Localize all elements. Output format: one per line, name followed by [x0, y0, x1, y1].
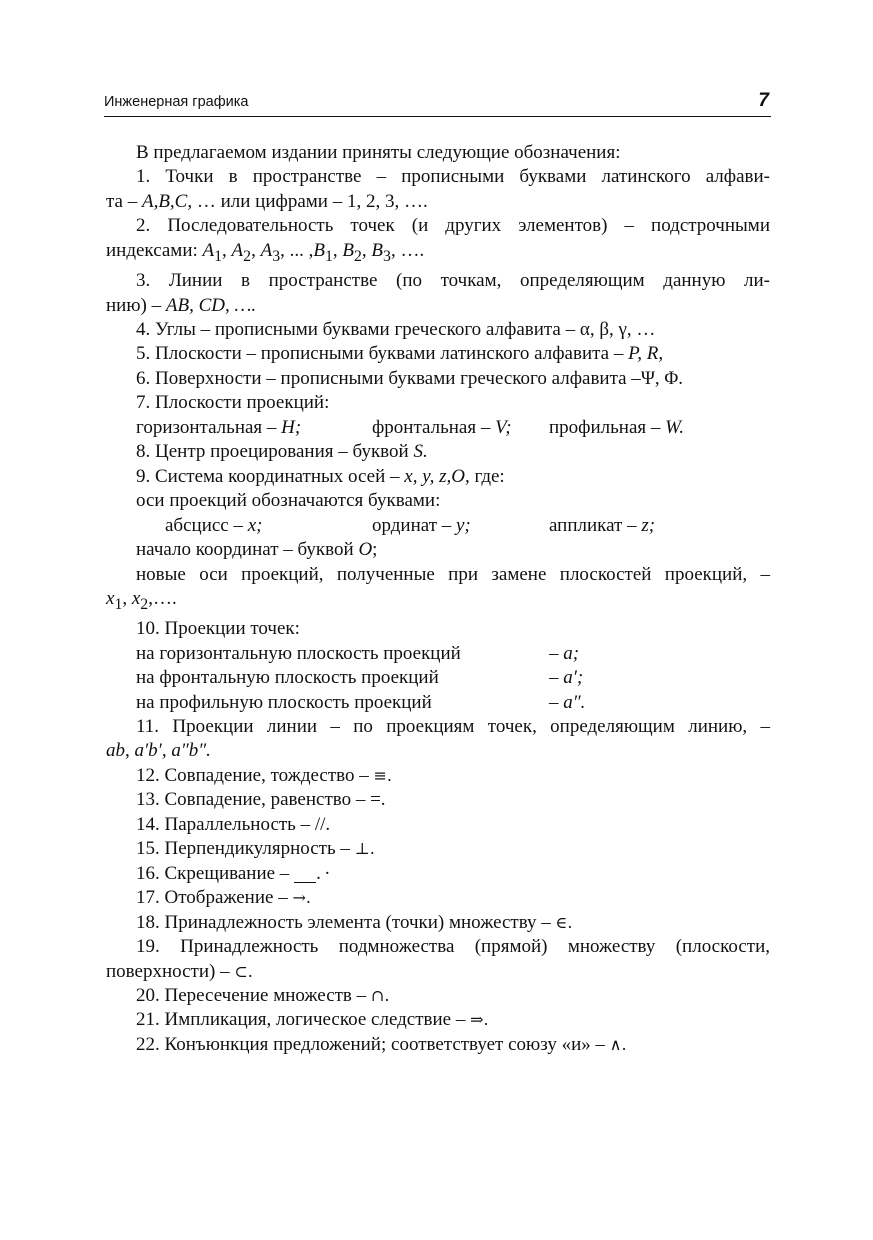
body-text: [106, 141, 770, 1057]
header-title: Инженерная графика: [104, 94, 249, 110]
list-item-14: 14. Параллельность – //.: [136, 813, 331, 835]
list-item-10: 10. Проекции точек:: [136, 618, 300, 640]
projection-frontal-row: на фронтальную плоскость проекций – a′;: [136, 667, 584, 689]
skew-symbol: ·: [294, 866, 316, 883]
plane-profile: профильная – W.: [549, 416, 684, 438]
list-item-13: 13. Совпадение, равенство – =.: [136, 789, 386, 811]
list-item-2-continuation: индексами: $A_1$, $A_2$, $A_3$, ... $,B_1$, $B_2$, $B_3$, ….: [106, 239, 425, 265]
list-item-17: 17. Отображение – →.: [136, 887, 311, 909]
plane-frontal: фронтальная – V;: [372, 416, 512, 438]
list-item-6: 6. Поверхности – прописными буквами греческого алфавита –Ψ, Φ.: [136, 367, 683, 389]
list-item-9: 9. Система координатных осей – x, y, z,O, где:: [136, 465, 505, 487]
list-item-11: 11. Проекции линии – по проекциям точек, определяющим линию, –: [136, 716, 770, 738]
intro-paragraph: В предлагаемом издании приняты следующие обозначения:: [136, 142, 621, 163]
axis-abscissa: абсцисс – x;: [165, 514, 263, 536]
list-item-3: 3. Линии в пространстве (по точкам, определяющим данную ли-: [136, 270, 771, 292]
list-item-19: 19. Принадлежность подмножества (прямой) множеству (плоскости,: [136, 936, 771, 958]
list-item-22: 22. Конъюнкция предложений; соответствует союзу «и» – ∧.: [136, 1033, 627, 1055]
axes-row: [106, 514, 770, 538]
list-item-11-continuation: ab, a′b′, a″b″.: [106, 740, 211, 762]
new-axes-line: новые оси проекций, полученные при замене плоскостей проекций, –: [136, 563, 770, 585]
list-item-15: 15. Перпендикулярность – ⊥.: [136, 838, 375, 860]
running-header: [104, 90, 771, 117]
page-number: 7: [758, 90, 769, 111]
list-item-12: 12. Совпадение, тождество – ≡.: [136, 764, 392, 786]
list-item-16: 16. Скрещивание – ·.: [136, 862, 331, 884]
list-item-1-continuation: та – A,B,C, … или цифрами – 1, 2, 3, ….: [106, 190, 428, 212]
list-item-7: 7. Плоскости проекций:: [136, 392, 330, 414]
list-item-4: 4. Углы – прописными буквами греческого алфавита – α, β, γ, …: [136, 318, 656, 340]
list-item-8: 8. Центр проецирования – буквой S.: [136, 441, 428, 463]
list-item-5: 5. Плоскости – прописными буквами латинского алфавита – P, R,: [136, 343, 664, 365]
list-item-3-continuation: нию) – AB, CD, ….: [106, 294, 257, 316]
list-item-18: 18. Принадлежность элемента (точки) множеству – ∈.: [136, 911, 573, 933]
axis-ordinate: ординат – y;: [372, 514, 471, 536]
axis-applicate: аппликат – z;: [549, 514, 656, 536]
new-axes-continuation: $x_1$, $x_2,\dots$.: [106, 587, 177, 613]
list-item-21: 21. Импликация, логическое следствие – ⇒.: [136, 1009, 489, 1031]
list-item-20: 20. Пересечение множеств – ∩.: [136, 985, 390, 1006]
list-item-19-continuation: поверхности) – ⊂.: [106, 960, 253, 982]
list-item-1: 1. Точки в пространстве – прописными буквами латинского алфави-: [136, 166, 771, 188]
projection-planes-row: [106, 416, 770, 440]
list-item-2: 2. Последовательность точек (и других элементов) – подстрочными: [136, 215, 770, 237]
projection-horizontal-row: на горизонтальную плоскость проекций – a;: [136, 642, 580, 664]
axes-intro: оси проекций обозначаются буквами:: [136, 490, 441, 512]
projection-profile-row: на профильную плоскость проекций – a″.: [136, 691, 586, 713]
origin-line: начало координат – буквой O;: [136, 539, 378, 561]
plane-horizontal: горизонтальная – H;: [136, 416, 302, 438]
